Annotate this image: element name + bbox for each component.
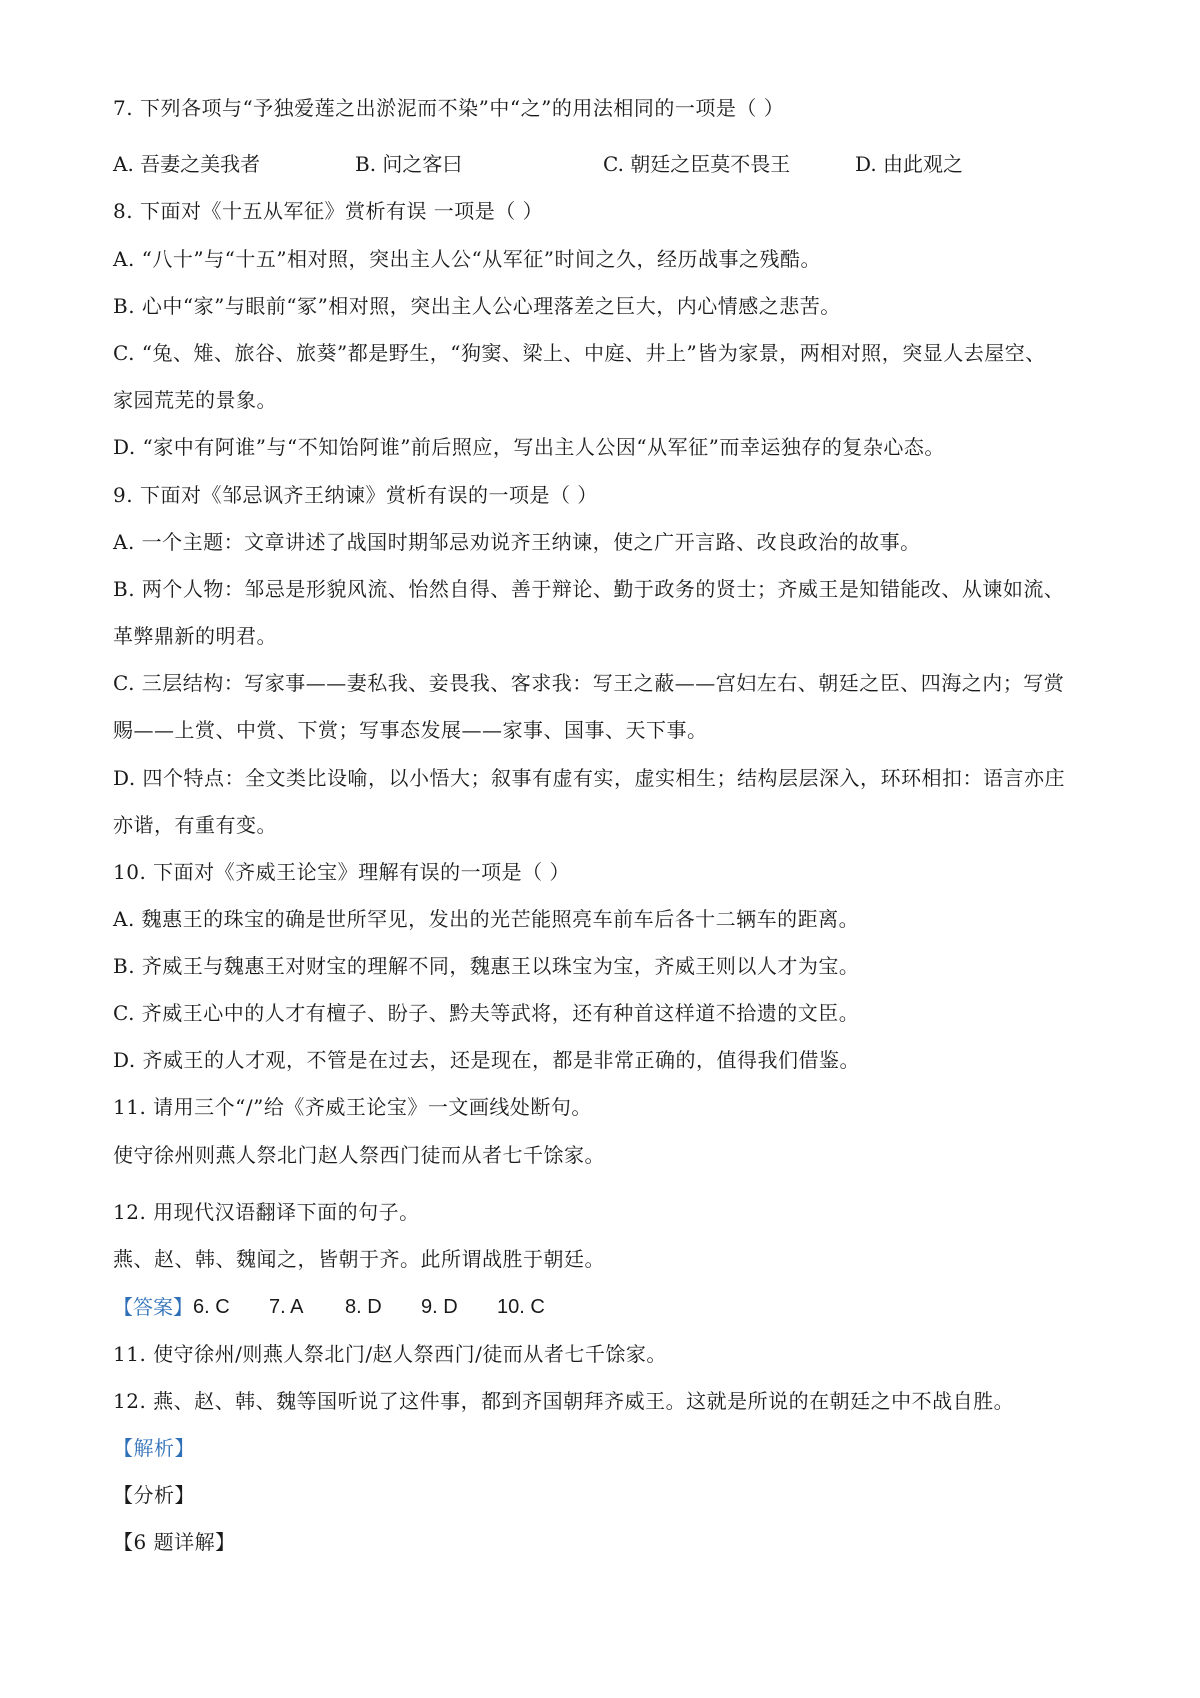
analysis-fenxi: 【分析】 bbox=[113, 1483, 195, 1507]
q9-stem: 9. 下面对《邹忌讽齐王纳谏》赏析有误的一项是（ ） bbox=[113, 483, 598, 507]
answer-11: 11. 使守徐州/则燕人祭北门/赵人祭西门/徒而从者七千馀家。 bbox=[113, 1342, 667, 1366]
answer-9: 9. D bbox=[421, 1296, 458, 1318]
q8-option-a: A. “八十”与“十五”相对照，突出主人公“从军征”时间之久，经历战事之残酷。 bbox=[113, 247, 822, 271]
q10-option-b: B. 齐威王与魏惠王对财宝的理解不同，魏惠王以珠宝为宝，齐威王则以人才为宝。 bbox=[113, 954, 860, 978]
q9-option-c-line1: C. 三层结构：写家事——妻私我、妾畏我、客求我：写王之蔽——宫妇左右、朝廷之臣、四海之内；写赏 bbox=[113, 671, 1065, 695]
q9-option-b-line1: B. 两个人物：邹忌是形貌风流、怡然自得、善于辩论、勤于政务的贤士；齐威王是知错能改、从谏如流、 bbox=[113, 577, 1065, 601]
q8-stem: 8. 下面对《十五从军征》赏析有误 一项是（ ） bbox=[113, 199, 544, 223]
analysis-tag: 【解析】 bbox=[113, 1436, 195, 1460]
q9-option-d-line1: D. 四个特点：全文类比设喻，以小悟大；叙事有虚有实，虚实相生；结构层层深入，环环相扣：语言亦庄 bbox=[113, 766, 1066, 790]
answer-10: 10. C bbox=[497, 1296, 545, 1318]
q10-option-c: C. 齐威王心中的人才有檀子、盼子、黔夫等武将，还有种首这样道不拾遗的文臣。 bbox=[113, 1001, 860, 1025]
q11-text: 使守徐州则燕人祭北门赵人祭西门徒而从者七千馀家。 bbox=[113, 1143, 605, 1167]
q7-option-b: B. 问之客曰 bbox=[355, 152, 463, 176]
analysis-detail-6: 【6 题详解】 bbox=[113, 1530, 236, 1554]
q8-option-c-line1: C. “兔、雉、旅谷、旅葵”都是野生，“狗窦、梁上、中庭、井上”皆为家景，两相对照，突显人去屋空、 bbox=[113, 341, 1046, 365]
q7-option-d: D. 由此观之 bbox=[855, 152, 964, 176]
q9-option-d-line2: 亦谐，有重有变。 bbox=[113, 813, 277, 837]
q9-option-a: A. 一个主题：文章讲述了战国时期邹忌劝说齐王纳谏，使之广开言路、改良政治的故事。 bbox=[113, 530, 921, 554]
answer-6: 6. C bbox=[193, 1296, 230, 1318]
answer-8: 8. D bbox=[345, 1296, 382, 1318]
q8-option-c-line2: 家园荒芜的景象。 bbox=[113, 388, 277, 412]
q11-stem: 11. 请用三个“/”给《齐威王论宝》一文画线处断句。 bbox=[113, 1095, 592, 1119]
q8-option-b: B. 心中“家”与眼前“冢”相对照，突出主人公心理落差之巨大，内心情感之悲苦。 bbox=[113, 294, 841, 318]
q10-stem: 10. 下面对《齐威王论宝》理解有误的一项是（ ） bbox=[113, 860, 571, 884]
q10-option-d: D. 齐威王的人才观，不管是在过去，还是现在，都是非常正确的，值得我们借鉴。 bbox=[113, 1048, 861, 1072]
q12-stem: 12. 用现代汉语翻译下面的句子。 bbox=[113, 1200, 420, 1224]
q9-option-c-line2: 赐——上赏、中赏、下赏；写事态发展——家事、国事、天下事。 bbox=[113, 718, 708, 742]
q7-stem: 7. 下列各项与“予独爱莲之出淤泥而不染”中“之”的用法相同的一项是（ ） bbox=[113, 96, 785, 120]
answer-7: 7. A bbox=[269, 1296, 304, 1318]
answer-12: 12. 燕、赵、韩、魏等国听说了这件事，都到齐国朝拜齐威王。这就是所说的在朝廷之中不战自胜。 bbox=[113, 1389, 1015, 1413]
answer-tag: 【答案】 bbox=[113, 1295, 193, 1319]
q12-text: 燕、赵、韩、魏闻之，皆朝于齐。此所谓战胜于朝廷。 bbox=[113, 1247, 605, 1271]
q7-option-c: C. 朝廷之臣莫不畏王 bbox=[603, 152, 791, 176]
q7-option-a: A. 吾妻之美我者 bbox=[113, 152, 261, 176]
q9-option-b-line2: 革弊鼎新的明君。 bbox=[113, 624, 277, 648]
q10-option-a: A. 魏惠王的珠宝的确是世所罕见，发出的光芒能照亮车前车后各十二辆车的距离。 bbox=[113, 907, 860, 931]
q8-option-d: D. “家中有阿谁”与“不知饴阿谁”前后照应，写出主人公因“从军征”而幸运独存的复杂心态。 bbox=[113, 435, 945, 459]
